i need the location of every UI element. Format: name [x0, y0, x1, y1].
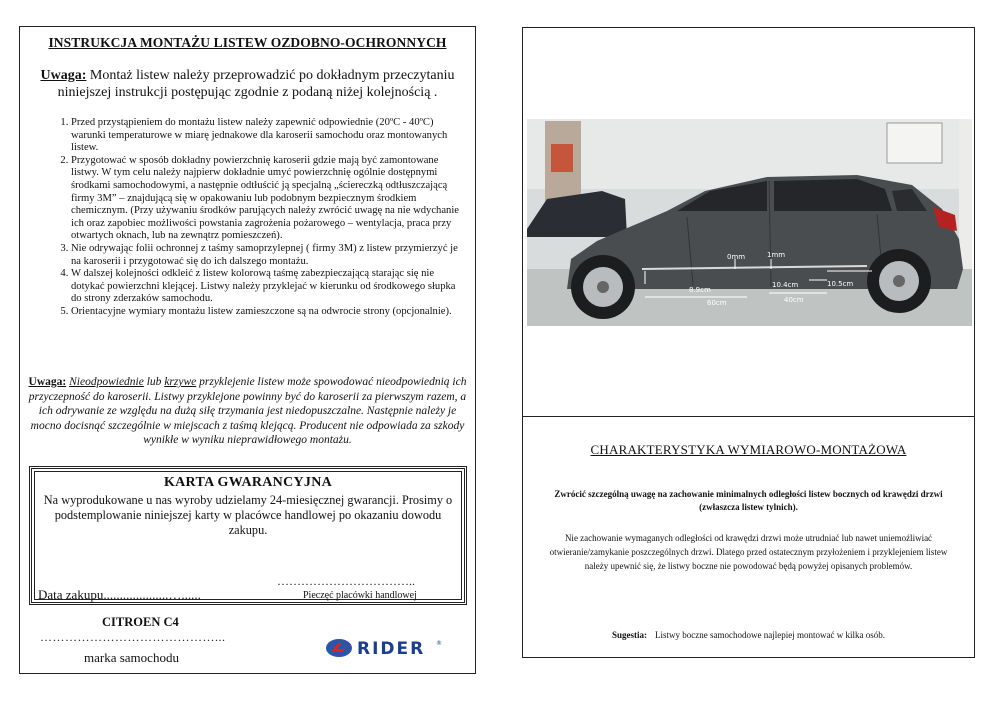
svg-text:10.5cm: 10.5cm: [827, 280, 854, 288]
important-note: Zwrócić szczególną uwagę na zachowanie minimalnych odległości listew bocznych od krawędzi drzwi (zwłaszcza listew tylnich).: [554, 489, 943, 512]
list-item: 1. Przed przystąpieniem do montażu listew należy zapewnić odpowiednie (20ºC - 40ºC) warunki temperaturowe w miarę jednakowe dla karoserii samochodu oraz montowanych listew.: [71, 117, 465, 155]
warning2-text: przyklejenie listew może spowodować nieodpowiednią ich przyczepność do karoserii. Listwy przyklejone powinny być do karoserii za pierwszym razem, a ich odrywanie ze względu na dużą siłę trzymania jest niedopuszczalne. Następnie należy je mocno docisnąć szczególnie w miejscach z taśmą klejącą. Producent nie odpowiada za szkody wynikłe w wyniku nieprawidłowego montażu.: [28, 376, 467, 447]
steps-list: [34, 117, 465, 319]
warning2-word1: Nieodpowiednie: [69, 376, 144, 388]
panel-divider: [523, 416, 974, 417]
dimensions-panel: [522, 27, 975, 658]
car-side-image: [527, 119, 972, 326]
signature-label: Pieczęć placówki handlowej: [303, 590, 417, 601]
warning-text: Montaż listew należy przeprowadzić po dokładnym przeczytaniu niniejszej instrukcji postępując zgodnie z podaną niżej kolejnością .: [57, 68, 455, 100]
warranty-card: [29, 466, 467, 605]
car-photo: [527, 119, 972, 326]
warranty-card-inner: [34, 471, 462, 600]
warning2-paragraph: [26, 375, 469, 448]
suggestion: [523, 630, 974, 640]
svg-text:®: ®: [436, 640, 442, 647]
svg-text:8.9cm: 8.9cm: [689, 286, 711, 294]
svg-text:60cm: 60cm: [707, 299, 727, 307]
warranty-title: KARTA GWARANCYJNA: [163, 475, 333, 490]
car-model: CITROEN C4: [102, 615, 179, 629]
purchase-date-label: Data zakupu....................…......: [38, 587, 201, 602]
instruction-panel: [19, 26, 476, 674]
svg-text:RIDER: RIDER: [357, 639, 426, 659]
explanation-text: Nie zachowanie wymaganych odległości od krawędzi drzwi może utrudniać lub nawet uniemożliwiać otwieranie/zamykanie poszczególnych drzwi. Dlatego przed ostatecznym przyłożeniem i przyklejeniem listew należy upewnić się, że listwy boczne nie powodować będą powyżej opisanych problemów.: [549, 533, 948, 571]
warranty-text: Na wyprodukowane u nas wyroby udzielamy 24-miesięcznej gwarancji. Prosimy o podstemplowanie niniejszej karty w placówce handlowej po okazaniu dowodu zakupu.: [43, 493, 453, 537]
signature-dots: ……………………………..: [277, 574, 415, 588]
warning-paragraph: [34, 67, 461, 101]
list-item: 4. W dalszej kolejności odkleić z listew kolorową taśmę zabezpieczającą starając się nie dotykać powierzchni klejącej. Listwy należy przyklejać w kierunku od środkowego słupka do strony zderzaków samochodu.: [71, 268, 465, 306]
instruction-title: INSTRUKCJA MONTAŻU LISTEW OZDOBNO-OCHRONNYCH: [48, 35, 447, 50]
svg-text:1mm: 1mm: [767, 251, 786, 259]
dimensions-title: CHARAKTERYSTYKA WYMIAROWO-MONTAŻOWA: [590, 442, 907, 457]
list-item: 2. Przygotować w sposób dokładny powierzchnię karoserii gdzie mają być zamontowane listwy. W tym celu należy najpierw dokładnie umyć powierzchnię ogólnie dostępnymi środkami samochodowymi, a następnie odtłuścić ją specjalną „ściereczką odtłuszczającą firmy 3M” – znajdującą się w opakowaniu lub podobnym bezpiecznym środkiem chemicznym. (Przy używaniu środków parujących należy zwrócić uwagę na nie wdychanie ich oraz zapobiec możliwości powstania zagrożenia pożarowego – wentylacja, praca przy otwartych oknach, lub na zewnątrz pomieszczeń).: [71, 155, 465, 243]
warning-label: Uwaga:: [40, 68, 87, 83]
brand-dots: ……………………………………...: [40, 630, 226, 644]
list-item: 3. Nie odrywając folii ochronnej z taśmy samoprzylepnej ( firmy 3M) z listew przymierzyć je na karoserii i przygotować się do ich dalszego montażu.: [71, 243, 465, 268]
list-item: 5. Orientacyjne wymiary montażu listew zamieszczone są na odwrocie strony (opcjonalnie).: [71, 306, 465, 319]
warning2-word2: krzywe: [164, 376, 197, 388]
rider-logo: [325, 637, 447, 659]
svg-text:10.4cm: 10.4cm: [772, 281, 799, 289]
suggestion-label: Sugestia:: [612, 630, 648, 640]
warning2-label: Uwaga:: [28, 376, 67, 388]
suggestion-text: Listwy boczne samochodowe najlepiej montować w kilka osób.: [655, 630, 885, 640]
svg-text:40cm: 40cm: [784, 296, 804, 304]
warning2-lub: lub: [143, 376, 165, 388]
brand-label: marka samochodu: [84, 650, 179, 665]
svg-text:0mm: 0mm: [727, 253, 746, 261]
